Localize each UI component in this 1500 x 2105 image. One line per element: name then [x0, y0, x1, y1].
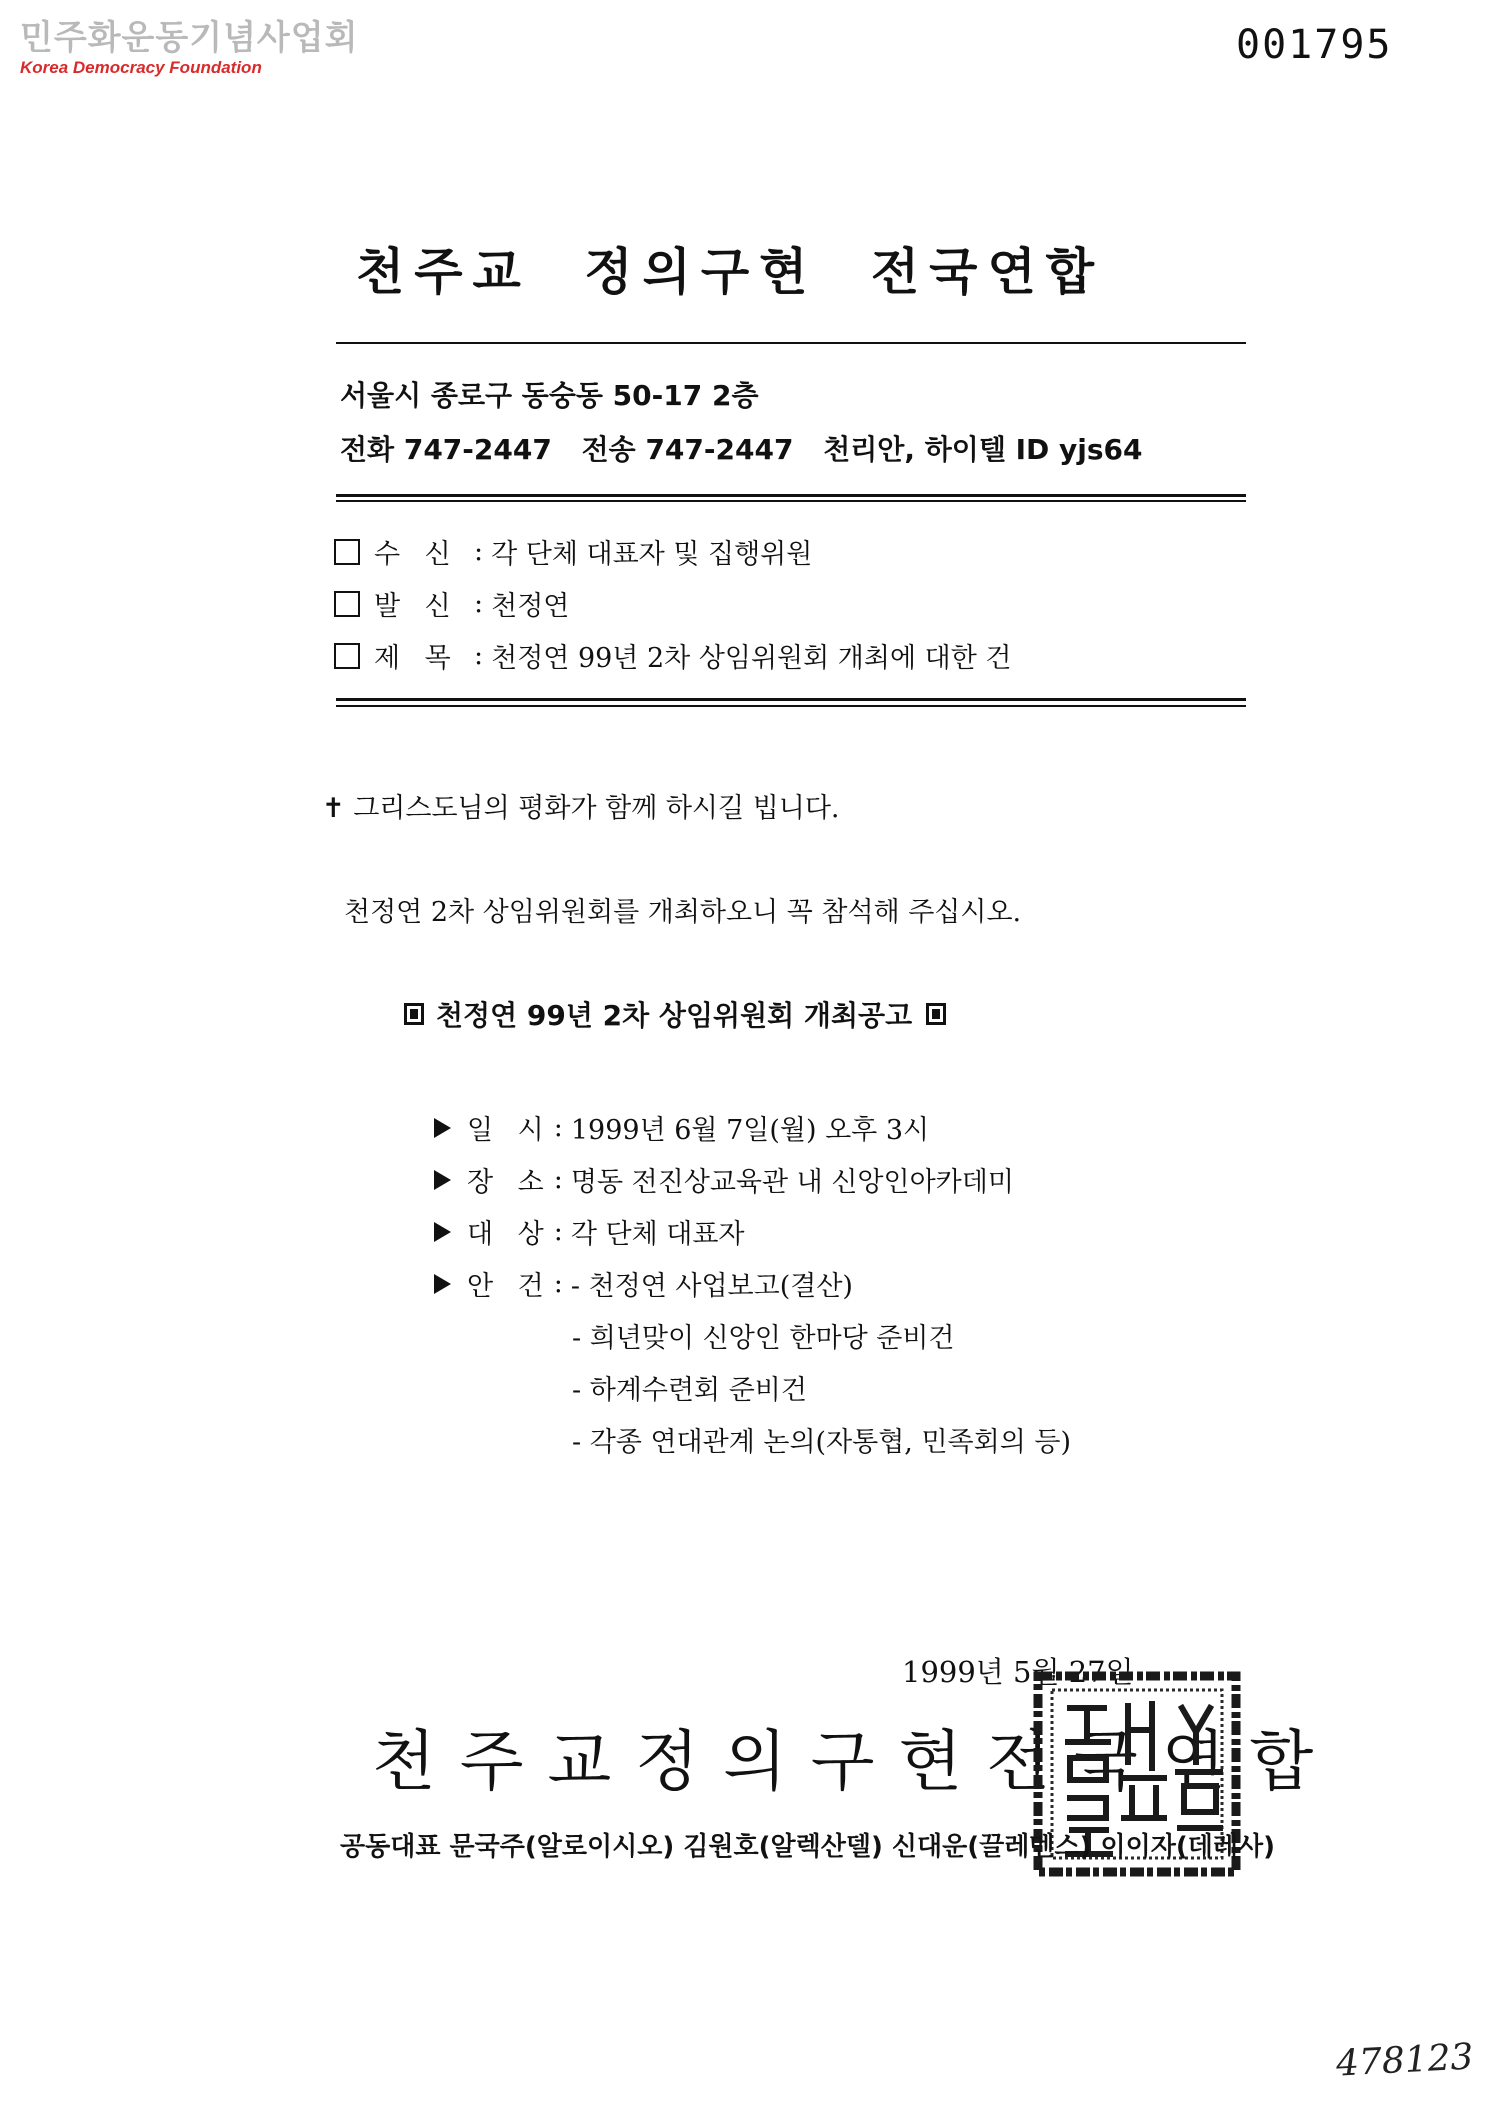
checkbox-icon [334, 643, 360, 669]
contact-fax: 전송 747-2447 [581, 433, 794, 466]
notice-audience-value: 각 단체 대표자 [570, 1219, 745, 1250]
notice-audience-label: 대 상 [467, 1219, 552, 1250]
notice-title-text: 천정연 99년 2차 상임위원회 개최공고 [436, 999, 913, 1032]
square-bullet-icon [404, 1003, 424, 1025]
archive-logo-korean: 민주화운동기념사업회 [20, 18, 359, 58]
contact-phone: 전화 747-2447 [340, 433, 552, 466]
notice-agenda [434, 1264, 853, 1303]
archive-logo [20, 18, 359, 78]
memo-sender [334, 584, 569, 623]
agenda-item: - 희년맞이 신앙인 한마당 준비건 [572, 1323, 955, 1354]
memo-rule-double-2 [336, 705, 1246, 707]
triangle-bullet-icon [434, 1274, 451, 1294]
contact-network: 천리안, 하이텔 ID yjs64 [823, 433, 1143, 466]
triangle-bullet-icon [434, 1118, 451, 1138]
archive-logo-english: Korea Democracy Foundation [20, 58, 262, 77]
colon-separator: : [474, 640, 484, 671]
notice-title [404, 994, 946, 1034]
colon-separator: : [474, 588, 484, 619]
checkbox-icon [334, 539, 360, 565]
memo-recipient-label: 수 신 [374, 539, 459, 570]
triangle-bullet-icon [434, 1222, 451, 1242]
notice-place-value: 명동 전진상교육관 내 신앙인아카데미 [570, 1167, 1014, 1198]
colon-separator: : [553, 1164, 563, 1195]
agenda-item: - 하계수련회 준비건 [572, 1375, 807, 1406]
colon-separator: : [553, 1112, 563, 1143]
notice-datetime [434, 1108, 929, 1147]
colon-separator: : [474, 536, 484, 567]
memo-subject-label: 제 목 [374, 643, 459, 674]
issue-date: 1999년 5월 27일 [902, 1655, 1134, 1689]
header-rule-double-1 [336, 494, 1246, 497]
memo-recipient [334, 532, 812, 571]
memo-subject [334, 636, 1011, 675]
notice-audience [434, 1212, 745, 1251]
document-number: 001795 [1236, 22, 1393, 68]
memo-sender-label: 발 신 [374, 591, 459, 622]
header-rule-top [336, 342, 1246, 344]
memo-sender-value: 천정연 [491, 591, 570, 622]
colon-separator: : [553, 1268, 563, 1299]
memo-recipient-value: 각 단체 대표자 및 집행위원 [491, 539, 813, 570]
greeting: ✝ 그리스도님의 평화가 함께 하시길 빕니다. [322, 793, 840, 824]
handwritten-note: 478123 [1335, 2036, 1475, 2085]
notice-place-label: 장 소 [467, 1167, 552, 1198]
square-bullet-icon [926, 1003, 946, 1025]
header-rule-double-2 [336, 500, 1246, 502]
notice-datetime-value: 1999년 6월 7일(월) 오후 3시 [570, 1115, 930, 1146]
request-text: 천정연 2차 상임위원회를 개최하오니 꼭 참석해 주십시오. [344, 897, 1022, 928]
checkbox-icon [334, 591, 360, 617]
agenda-item: - 천정연 사업보고(결산) [570, 1271, 853, 1302]
triangle-bullet-icon [434, 1170, 451, 1190]
memo-subject-value: 천정연 99년 2차 상임위원회 개최에 대한 건 [491, 643, 1012, 674]
footer-org-name: 천주교정의구현전국연합 [372, 1723, 1338, 1800]
notice-agenda-label: 안 건 [467, 1271, 552, 1302]
org-title: 천주교 정의구현 전국연합 [355, 243, 1105, 301]
memo-rule-double-1 [336, 698, 1246, 701]
agenda-item: - 각종 연대관계 논의(자통협, 민족회의 등) [572, 1427, 1071, 1458]
colon-separator: : [553, 1216, 563, 1247]
org-address: 서울시 종로구 동숭동 50-17 2층 [340, 379, 759, 412]
org-contact [340, 428, 1163, 468]
notice-place [434, 1160, 1014, 1199]
notice-datetime-label: 일 시 [467, 1115, 552, 1146]
representatives: 공동대표 문국주(알로이시오) 김원호(알렉산델) 신대운(끌레멘스) 이이자(데레사) [340, 1832, 1275, 1862]
